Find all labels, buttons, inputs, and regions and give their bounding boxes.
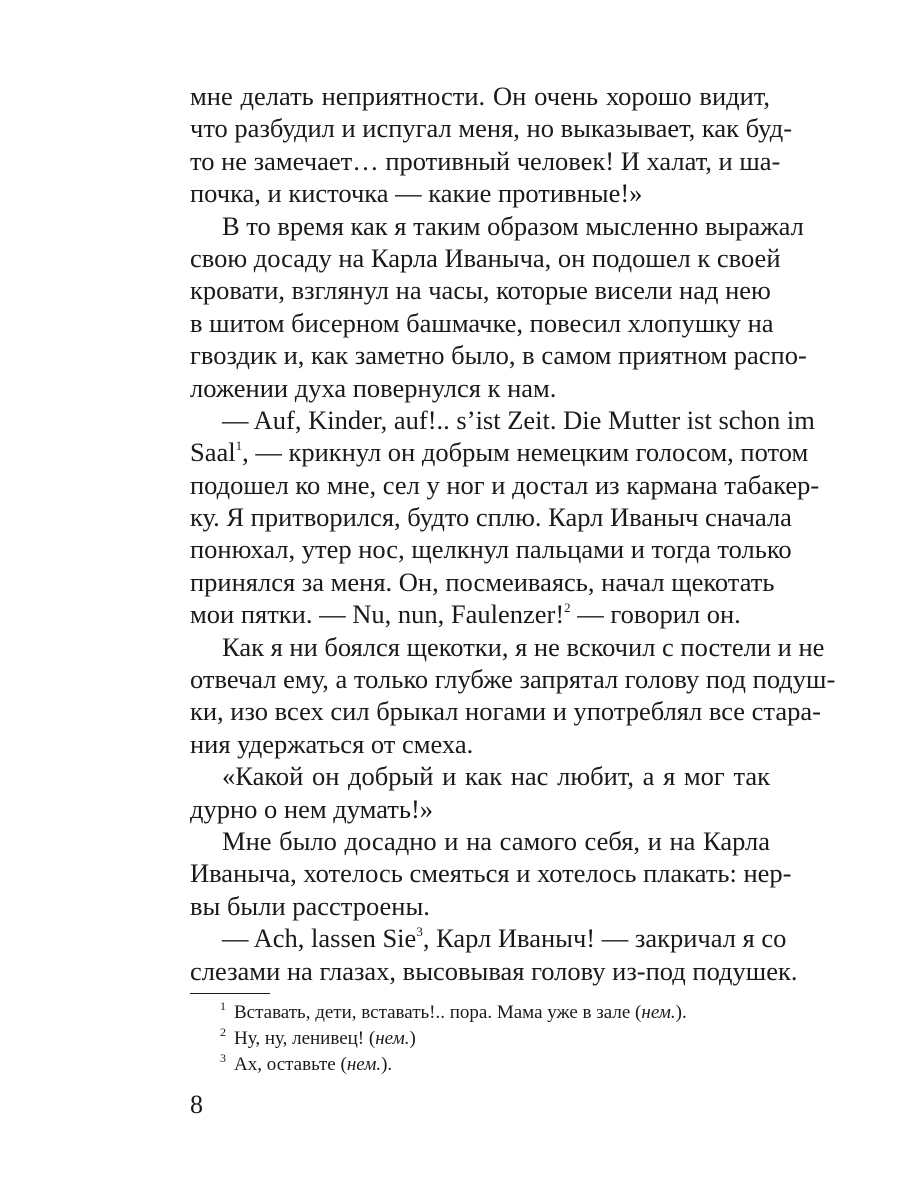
text-line: Иваныча, хотелось смеяться и хотелось плакать: нер-	[190, 858, 792, 889]
text-segment: , — крикнул он добрым немецким голосом, потом	[242, 437, 809, 468]
text-line: — Auf, Kinder, auf!.. s’ist Zeit. Die Mutter ist schon im	[222, 404, 815, 435]
text-line: В то время как я таким образом мысленно выражал	[222, 210, 804, 241]
text-line: что разбудил и испугал меня, но выказывает, как буд-	[190, 113, 793, 144]
footnote: 3 Ах, оставьте (нем.).	[220, 1051, 393, 1075]
text-segment: , Карл Иваныч! — закричал я со	[422, 923, 787, 954]
text-segment: — Ach, lassen Sie	[222, 923, 417, 954]
footnote: 1 Вставать, дети, вставать!.. пора. Мама уже в зале (нем.).	[220, 999, 687, 1023]
text-segment: Saal	[190, 437, 236, 468]
text-line: подошел ко мне, сел у ног и достал из кармана табакер-	[190, 469, 820, 500]
footnote-text: Вставать, дети, вставать!.. пора. Мама уже в зале (	[234, 1002, 642, 1023]
body-text	[190, 80, 836, 987]
text-segment: мои пятки. — Nu, nun, Faulenzer!	[190, 599, 565, 630]
footnote-language-note: нем.	[346, 1054, 382, 1075]
footnote: 2 Ну, ну, ленивец! (нем.)	[220, 1025, 416, 1049]
text-line: Мне было досадно и на самого себя, и на Карла	[222, 825, 770, 856]
text-line: слезами на глазах, высовывая голову из-под подушек.	[190, 955, 798, 986]
text-line: вы были расстроены.	[190, 890, 430, 921]
footnote-language-note: нем.	[641, 1002, 676, 1023]
footnote-text: Ну, ну, ленивец! (	[234, 1028, 376, 1049]
text-line: ния удержаться от смеха.	[190, 728, 474, 759]
footnote-ref: 3	[416, 924, 423, 940]
text-line	[190, 598, 770, 630]
footnote-tail: ).	[381, 1054, 393, 1075]
footnotes	[190, 1000, 770, 1078]
footnote-ref: 1	[235, 438, 243, 454]
text-line: гвоздик и, как заметно было, в самом приятном распо-	[190, 340, 807, 371]
text-line: ложении духа повернулся к нам.	[190, 372, 557, 403]
footnote-tail: )	[409, 1028, 416, 1049]
footnote-text: Ах, оставьте (	[234, 1054, 347, 1075]
footnote-divider	[190, 993, 270, 994]
text-line: отвечал ему, а только глубже запрятал голову под подуш-	[190, 664, 836, 695]
text-segment: — говорил он.	[570, 599, 741, 630]
page-number: 8	[190, 1090, 203, 1119]
footnote-tail: ).	[675, 1002, 687, 1023]
text-line: дурно о нем думать!»	[190, 793, 434, 824]
text-line: мне делать неприятности. Он очень хорошо видит,	[190, 81, 770, 111]
text-line	[190, 436, 809, 468]
text-line: понюхал, утер нос, щелкнул пальцами и тогда только	[190, 534, 792, 565]
text-line: кровати, взглянул на часы, которые висели над нею	[190, 275, 771, 306]
text-line: ки, изо всех сил брыкал ногами и употреблял все стара-	[190, 696, 821, 727]
footnote-language-note: нем.	[375, 1028, 410, 1049]
text-line: почка, и кисточка — какие противные!»	[190, 178, 643, 209]
text-line: в шитом бисерном башмачке, повесил хлопушку на	[190, 307, 774, 338]
footnote-ref: 2	[564, 600, 571, 616]
text-line: «Какой он добрый и как нас любит, а я мог так	[222, 761, 770, 792]
text-line: ку. Я притворился, будто сплю. Карл Иваныч сначала	[190, 502, 792, 533]
text-line: принялся за меня. Он, посмеиваясь, начал щекотать	[190, 566, 775, 597]
text-line: свою досаду на Карла Иваныча, он подошел к своей	[190, 242, 781, 273]
text-line: Как я ни боялся щекотки, я не вскочил с постели и не	[222, 631, 825, 662]
text-line: то не замечает… противный человек! И халат, и ша-	[190, 145, 781, 176]
text-line	[190, 922, 787, 954]
